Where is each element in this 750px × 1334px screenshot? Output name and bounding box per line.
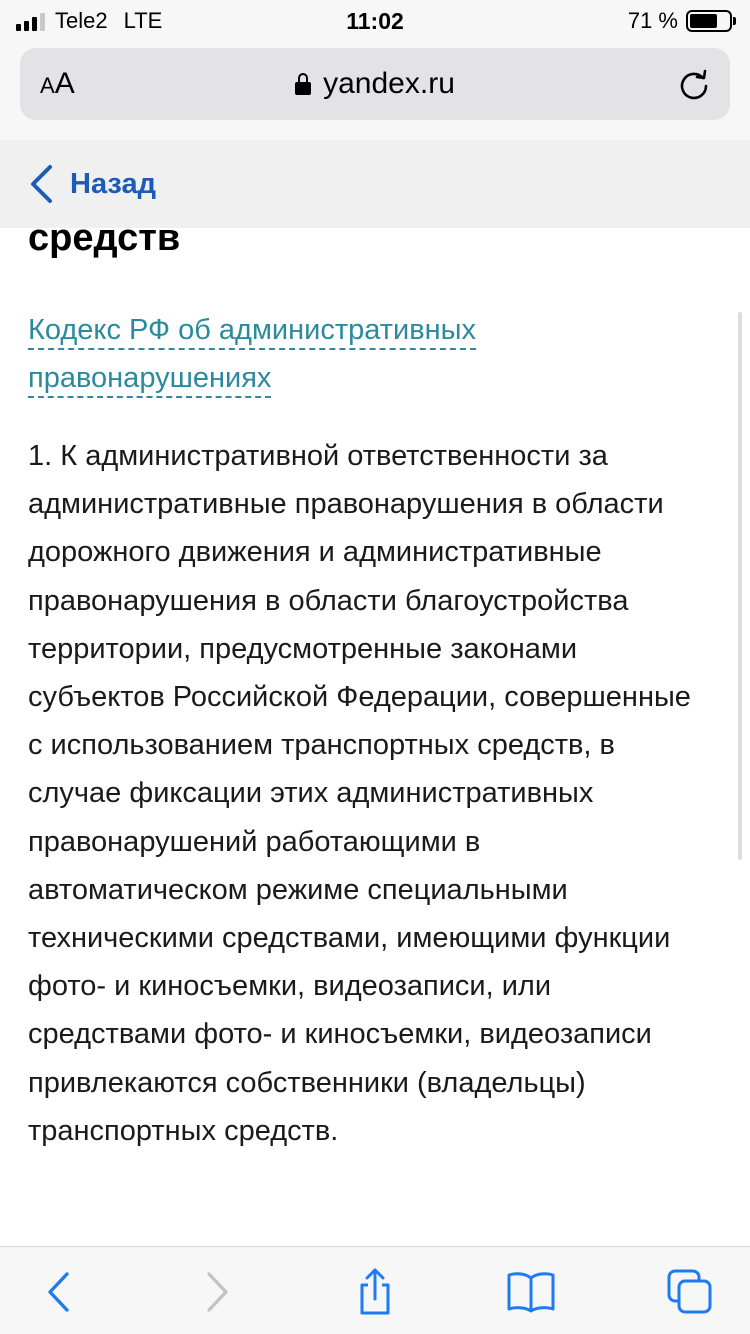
- carrier-name: Tele2: [55, 8, 108, 33]
- browser-address-area: [0, 40, 750, 140]
- reload-icon[interactable]: [676, 66, 712, 102]
- section-title: средств: [28, 228, 181, 259]
- bookmarks-button[interactable]: [506, 1267, 556, 1317]
- text-size-large-letter: A: [54, 67, 75, 100]
- url-text: yandex.ru: [323, 67, 455, 100]
- forward-icon: [203, 1270, 233, 1314]
- network-type: LTE: [123, 8, 163, 33]
- back-icon: [43, 1270, 73, 1314]
- browser-toolbar: [0, 1246, 750, 1334]
- tabs-button[interactable]: [665, 1267, 715, 1317]
- article-paragraph-1: 1. К административной ответственности за административные правонарушения в области дорожного движения и административные правонарушения в области благоустройства территории, предусмотренные законами субъектов Российской Федерации, совершенные с использованием транспортных средств, в случае фиксации этих административных правонарушений работающими в автоматическом режиме специальными техническими средствами, имеющими функции фото- и киносъемки, видеозаписи, или средствами фото- и киносъемки, видеозаписи привлекаются собственники (владельцы) транспортных средств.: [28, 440, 691, 1147]
- bookmarks-icon: [506, 1270, 556, 1314]
- status-right: [628, 8, 732, 34]
- article-content: [0, 228, 750, 1246]
- scrollbar[interactable]: [738, 312, 742, 860]
- back-button[interactable]: [33, 1267, 83, 1317]
- page-nav-header: [0, 140, 750, 228]
- lock-icon: [295, 73, 311, 95]
- code-link[interactable]: [28, 306, 588, 402]
- battery-icon: [686, 10, 732, 32]
- chevron-left-icon: [28, 164, 54, 204]
- back-link-label: Назад: [70, 168, 156, 200]
- forward-button[interactable]: [193, 1267, 243, 1317]
- url-field[interactable]: [20, 66, 730, 102]
- share-button[interactable]: [350, 1267, 400, 1317]
- battery-fill: [690, 14, 717, 28]
- status-bar: [0, 0, 750, 40]
- share-icon: [355, 1267, 395, 1317]
- address-bar[interactable]: [20, 48, 730, 120]
- text-size-small-letter: A: [40, 73, 55, 98]
- battery-percent: 71 %: [627, 8, 678, 33]
- code-link-line2: правонарушениях: [28, 362, 271, 398]
- tabs-icon: [666, 1268, 714, 1316]
- status-time: 11:02: [346, 8, 404, 34]
- code-link-line1: Кодекс РФ об административных: [28, 314, 476, 350]
- back-link[interactable]: [28, 164, 156, 204]
